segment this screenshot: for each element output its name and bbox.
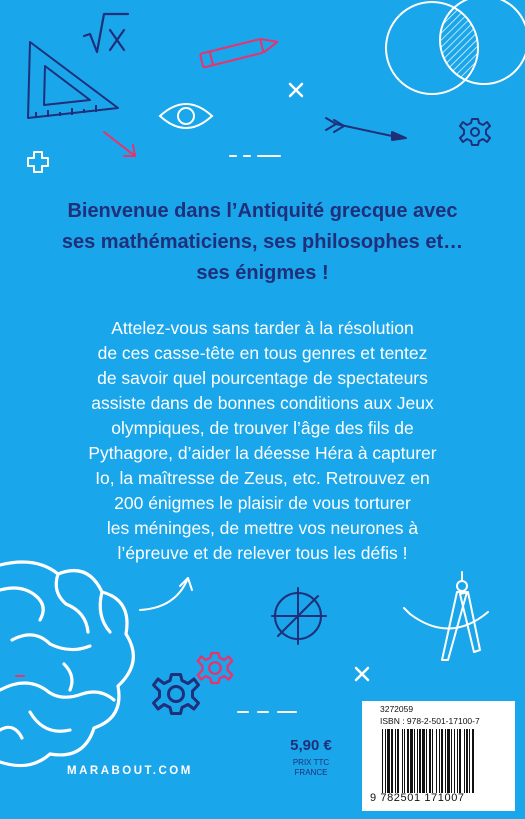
barcode-bar [404, 729, 405, 793]
compass-icon [404, 572, 488, 660]
cross-icon [356, 668, 368, 680]
barcode-bar [417, 729, 418, 793]
gear-icon [460, 119, 490, 145]
arrow-icon [104, 132, 135, 156]
headline-line: Bienvenue dans l’Antiquité grecque avec [67, 200, 458, 222]
brain-icon [0, 562, 133, 766]
price-value: 5,90 € [290, 737, 332, 754]
barcode-bar [451, 729, 452, 793]
description-line: l’épreuve et de relever tous les défis ! [117, 543, 408, 563]
barcode-bar [426, 729, 427, 793]
barcode-bar [402, 729, 403, 793]
description-line: de savoir quel pourcentage de spectateurs [97, 368, 428, 388]
barcode-bar [459, 729, 461, 793]
gear-icon [198, 653, 233, 683]
barcode-bar [387, 729, 390, 793]
price-block [287, 737, 335, 778]
set-square-icon [28, 42, 118, 118]
description-line: assiste dans de bonnes conditions aux Jeux [91, 393, 434, 413]
isbn-label: ISBN : 978-2-501-17100-7 [380, 716, 480, 726]
product-code: 3272059 [380, 704, 414, 714]
barcode-bar [391, 729, 393, 793]
description-text [60, 316, 465, 566]
description-line: Attelez-vous sans tarder à la résolution [111, 318, 414, 338]
ean-number: 9 782501 171007 [370, 792, 465, 804]
eye-icon [160, 104, 212, 128]
dart-icon [326, 118, 406, 140]
cross-icon [290, 84, 302, 96]
headline-line: ses énigmes ! [196, 262, 329, 284]
barcode-bar [397, 729, 399, 793]
barcode-bar [432, 729, 433, 793]
barcode-bar [445, 729, 446, 793]
gears-icon [154, 675, 199, 714]
barcode-bar [464, 729, 465, 793]
barcode-bar [429, 729, 431, 793]
barcode-bar [466, 729, 468, 793]
headline-line: ses mathématiciens, ses philosophes et… [61, 231, 464, 253]
barcode-bar [407, 729, 409, 793]
barcode-bar [469, 729, 470, 793]
barcode-bar [422, 729, 425, 793]
description-line: olympiques, de trouver l’âge des fils de [111, 418, 414, 438]
barcode-bar [472, 729, 474, 793]
barcode-bar [439, 729, 440, 793]
square-root-icon [84, 14, 128, 52]
plus-icon [28, 152, 48, 172]
description-line: Pythagore, d’aider la déesse Héra à capturer [88, 443, 437, 463]
barcode-bar [419, 729, 421, 793]
graph-icon [272, 588, 326, 644]
description-line: les méninges, de mettre vos neurones à [106, 518, 419, 538]
description-line: 200 énigmes le plaisir de vous torturer [114, 493, 411, 513]
barcode-bar [410, 729, 413, 793]
description-line: Io, la maîtresse de Zeus, etc. Retrouvez en [95, 468, 430, 488]
description-line: de ces casse-tête en tous genres et tentez [97, 343, 428, 363]
barcode-bar [441, 729, 443, 793]
pencil-icon [200, 35, 279, 67]
venn-diagram-icon [386, 0, 525, 94]
price-note: PRIX TTC [292, 758, 330, 767]
barcode-bars [380, 729, 506, 793]
barcode-bar [395, 729, 396, 793]
barcode-bar [457, 729, 458, 793]
barcode-bar [385, 729, 386, 793]
barcode-bar [447, 729, 450, 793]
price-country: FRANCE [294, 768, 328, 777]
publisher-link[interactable]: MARABOUT.COM [67, 765, 193, 777]
barcode-bar [454, 729, 455, 793]
barcode-bar [382, 729, 383, 793]
barcode-box [362, 701, 515, 811]
curved-arrow-icon [140, 578, 192, 610]
headline [40, 196, 485, 289]
barcode-bar [436, 729, 437, 793]
barcode-bar [414, 729, 415, 793]
